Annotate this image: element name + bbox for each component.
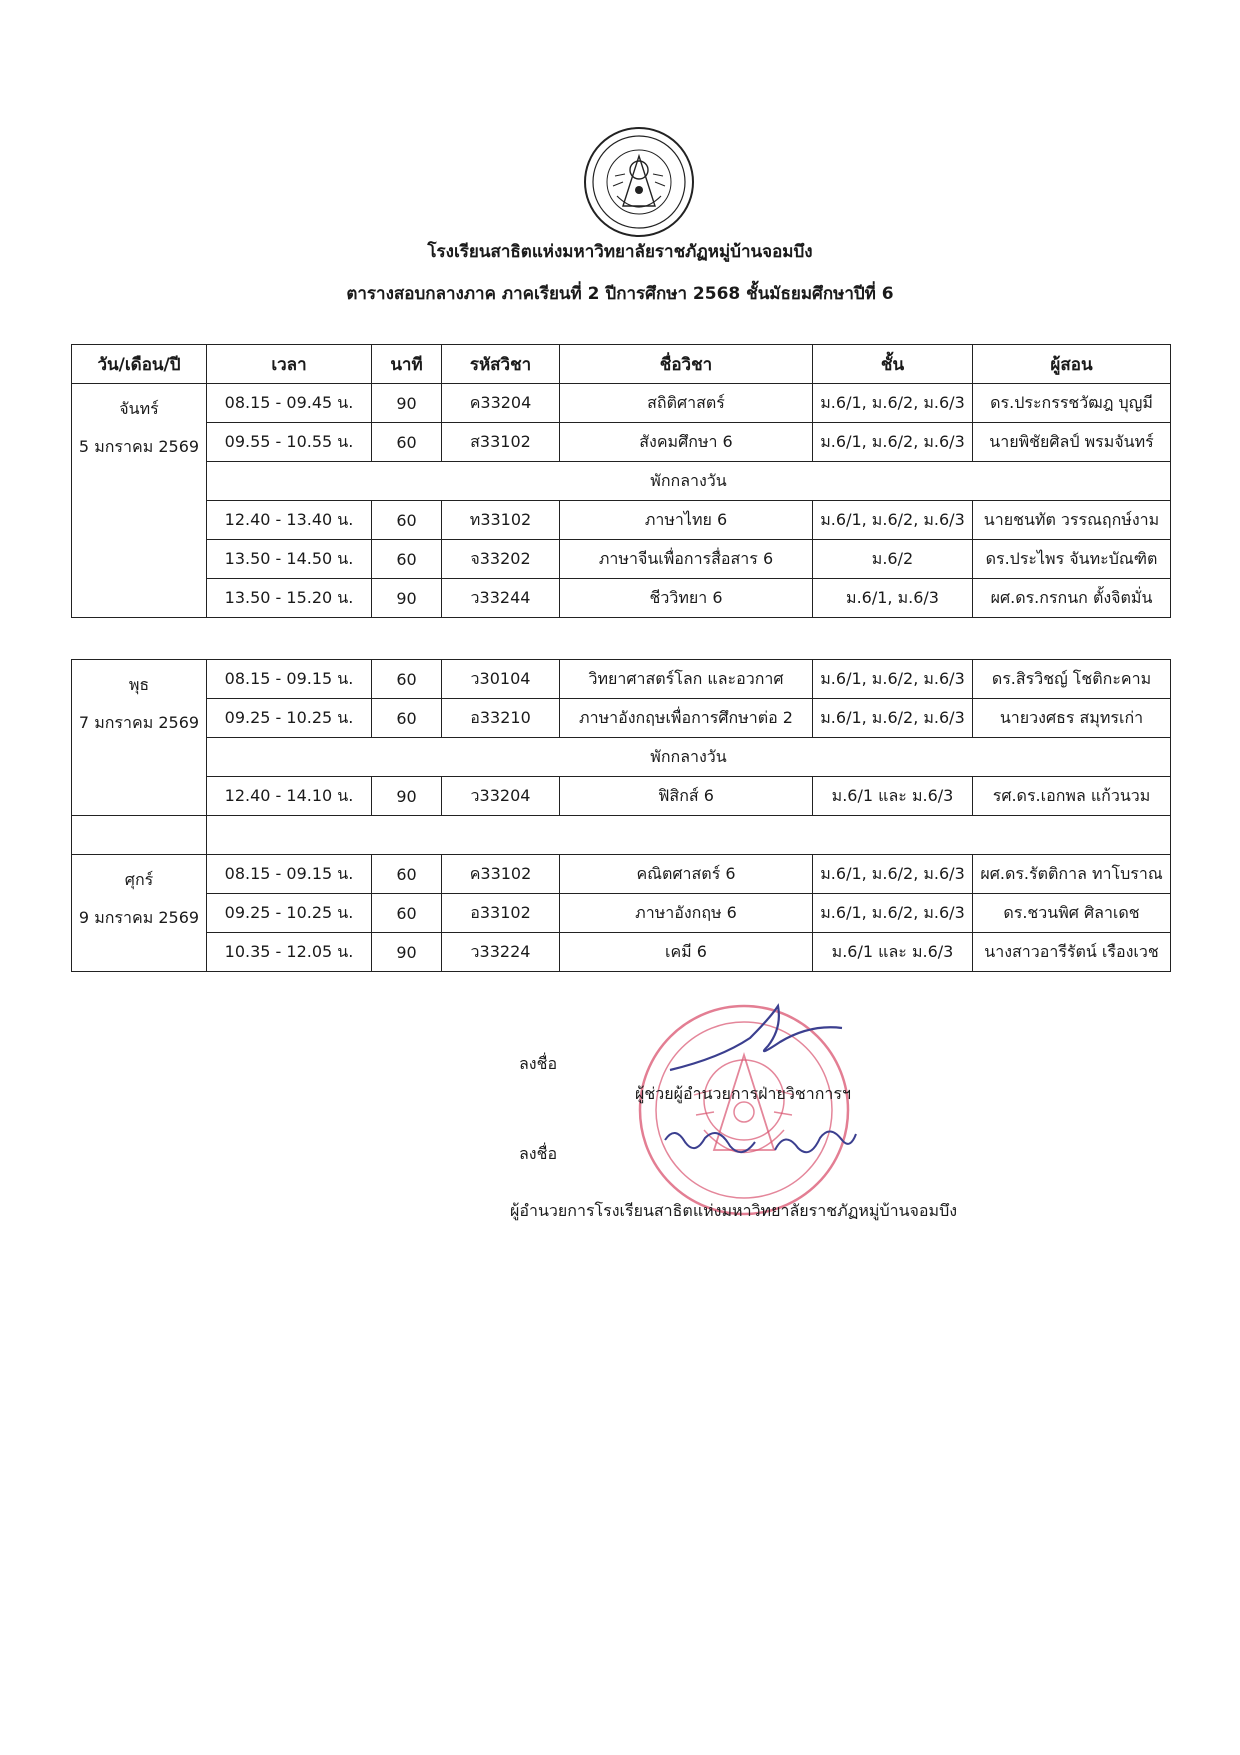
cell-teacher: ดร.ประไพร จันทะบัณฑิต	[973, 540, 1171, 579]
day-cell	[72, 855, 207, 972]
cell-classes: ม.6/1, ม.6/2, ม.6/3	[813, 855, 973, 894]
cell-time: 08.15 - 09.15 น.	[207, 855, 372, 894]
table-row	[72, 660, 1171, 699]
cell-time: 08.15 - 09.15 น.	[207, 660, 372, 699]
cell-subject: วิทยาศาสตร์โลก และอวกาศ	[560, 660, 813, 699]
header-row	[72, 345, 1171, 384]
cell-code: ค33204	[442, 384, 560, 423]
cell-time: 12.40 - 13.40 น.	[207, 501, 372, 540]
cell-classes: ม.6/1, ม.6/2, ม.6/3	[813, 699, 973, 738]
table-row	[72, 540, 1171, 579]
lunch-break: พักกลางวัน	[207, 462, 1171, 501]
cell-code: ว33224	[442, 933, 560, 972]
cell-minutes: 60	[372, 660, 442, 699]
cell-subject: ภาษาไทย 6	[560, 501, 813, 540]
table-row	[72, 501, 1171, 540]
cell-time: 09.55 - 10.55 น.	[207, 423, 372, 462]
cell-teacher: นายพิชัยศิลป์ พรมจันทร์	[973, 423, 1171, 462]
cell-code: อ33102	[442, 894, 560, 933]
table-row	[72, 933, 1171, 972]
cell-code: ว30104	[442, 660, 560, 699]
day-cell	[72, 384, 207, 618]
spacer-row	[72, 816, 1171, 855]
cell-time: 13.50 - 15.20 น.	[207, 579, 372, 618]
cell-classes: ม.6/1, ม.6/2, ม.6/3	[813, 894, 973, 933]
cell-teacher: รศ.ดร.เอกพล แก้วนวม	[973, 777, 1171, 816]
cell-code: ท33102	[442, 501, 560, 540]
cell-subject: ชีววิทยา 6	[560, 579, 813, 618]
page-subtitle: ตารางสอบกลางภาค ภาคเรียนที่ 2 ปีการศึกษา 2568 ชั้นมัธยมศึกษาปีที่ 6	[346, 284, 894, 304]
cell-classes: ม.6/1, ม.6/2, ม.6/3	[813, 384, 973, 423]
table-row	[72, 579, 1171, 618]
cell-minutes: 60	[372, 423, 442, 462]
cell-code: อ33210	[442, 699, 560, 738]
cell-subject: สถิติศาสตร์	[560, 384, 813, 423]
cell-code: ว33244	[442, 579, 560, 618]
cell-subject: สังคมศึกษา 6	[560, 423, 813, 462]
cell-time: 09.25 - 10.25 น.	[207, 894, 372, 933]
table-row	[72, 384, 1171, 423]
cell-classes: ม.6/2	[813, 540, 973, 579]
table-row	[72, 894, 1171, 933]
signer-role-1: ผู้ช่วยผู้อำนวยการฝ่ายวิชาการฯ	[635, 1084, 851, 1103]
cell-subject: เคมี 6	[560, 933, 813, 972]
table-row	[72, 423, 1171, 462]
school-name: โรงเรียนสาธิตแห่งมหาวิทยาลัยราชภัฏหมู่บ้านจอมบึง	[427, 242, 813, 262]
table-row	[72, 777, 1171, 816]
cell-teacher: ผศ.ดร.กรกนก ตั้งจิตมั่น	[973, 579, 1171, 618]
cell-teacher: ผศ.ดร.รัตติกาล ทาโบราณ	[973, 855, 1171, 894]
cell-minutes: 90	[372, 933, 442, 972]
col-header-class: ชั้น	[813, 345, 973, 384]
day-name: พุธ	[128, 675, 150, 694]
signature-2	[660, 1120, 860, 1170]
cell-time: 09.25 - 10.25 น.	[207, 699, 372, 738]
cell-teacher: นางสาวอารีรัตน์ เรืองเวช	[973, 933, 1171, 972]
spacer-cell	[72, 816, 207, 855]
col-header-code: รหัสวิชา	[442, 345, 560, 384]
cell-code: ส33102	[442, 423, 560, 462]
table-row	[72, 855, 1171, 894]
sign-label-1: ลงชื่อ	[519, 1054, 558, 1073]
signature-1	[660, 998, 850, 1078]
day-cell	[72, 660, 207, 816]
cell-teacher: ดร.ชวนพิศ ศิลาเดช	[973, 894, 1171, 933]
cell-time: 13.50 - 14.50 น.	[207, 540, 372, 579]
signer-role-2: ผู้อำนวยการโรงเรียนสาธิตแห่งมหาวิทยาลัยราชภัฏหมู่บ้านจอมบึง	[510, 1201, 958, 1220]
cell-subject: ฟิสิกส์ 6	[560, 777, 813, 816]
cell-time: 10.35 - 12.05 น.	[207, 933, 372, 972]
col-header-teacher: ผู้สอน	[973, 345, 1171, 384]
school-logo	[583, 126, 695, 238]
schedule-table-wed-fri	[71, 659, 1171, 972]
spacer-cell	[207, 816, 1171, 855]
lunch-break: พักกลางวัน	[207, 738, 1171, 777]
col-header-subject: ชื่อวิชา	[560, 345, 813, 384]
sign-label-2: ลงชื่อ	[519, 1144, 558, 1163]
lunch-row	[72, 462, 1171, 501]
lunch-row	[72, 738, 1171, 777]
cell-minutes: 60	[372, 855, 442, 894]
schedule-table-monday	[71, 344, 1171, 618]
cell-teacher: ดร.สิรวิชญ์ โชติกะคาม	[973, 660, 1171, 699]
cell-subject: คณิตศาสตร์ 6	[560, 855, 813, 894]
table-row	[72, 699, 1171, 738]
day-name: ศุกร์	[124, 870, 154, 889]
cell-minutes: 60	[372, 540, 442, 579]
cell-subject: ภาษาอังกฤษ 6	[560, 894, 813, 933]
cell-teacher: นายวงศธร สมุทรเก่า	[973, 699, 1171, 738]
cell-code: จ33202	[442, 540, 560, 579]
cell-time: 08.15 - 09.45 น.	[207, 384, 372, 423]
day-date: 5 มกราคม 2569	[78, 437, 200, 456]
cell-minutes: 60	[372, 699, 442, 738]
col-header-date: วัน/เดือน/ปี	[72, 345, 207, 384]
day-date: 9 มกราคม 2569	[78, 908, 200, 927]
cell-classes: ม.6/1, ม.6/2, ม.6/3	[813, 660, 973, 699]
cell-subject: ภาษาจีนเพื่อการสื่อสาร 6	[560, 540, 813, 579]
cell-teacher: นายชนทัต วรรณฤกษ์งาม	[973, 501, 1171, 540]
cell-time: 12.40 - 14.10 น.	[207, 777, 372, 816]
day-date: 7 มกราคม 2569	[78, 713, 200, 732]
cell-code: ว33204	[442, 777, 560, 816]
cell-classes: ม.6/1 และ ม.6/3	[813, 777, 973, 816]
cell-minutes: 60	[372, 501, 442, 540]
cell-minutes: 90	[372, 777, 442, 816]
cell-classes: ม.6/1 และ ม.6/3	[813, 933, 973, 972]
cell-classes: ม.6/1, ม.6/2, ม.6/3	[813, 501, 973, 540]
cell-minutes: 90	[372, 384, 442, 423]
cell-classes: ม.6/1, ม.6/2, ม.6/3	[813, 423, 973, 462]
cell-minutes: 90	[372, 579, 442, 618]
cell-code: ค33102	[442, 855, 560, 894]
day-name: จันทร์	[119, 399, 159, 418]
col-header-minutes: นาที	[372, 345, 442, 384]
cell-minutes: 60	[372, 894, 442, 933]
cell-classes: ม.6/1, ม.6/3	[813, 579, 973, 618]
col-header-time: เวลา	[207, 345, 372, 384]
cell-subject: ภาษาอังกฤษเพื่อการศึกษาต่อ 2	[560, 699, 813, 738]
cell-teacher: ดร.ประกรรชวัฒฎ บุญมี	[973, 384, 1171, 423]
